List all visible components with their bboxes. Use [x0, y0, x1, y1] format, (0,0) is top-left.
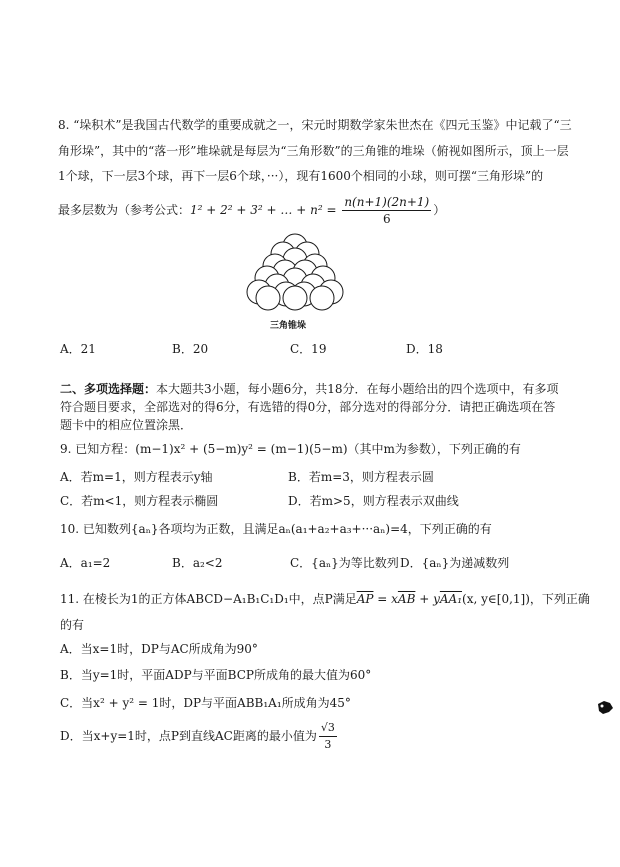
q11-option-c: C．当x² + y² = 1时，DP与平面ABB₁A₁所成角为45°	[60, 696, 351, 710]
q8-formula-fraction	[342, 194, 431, 227]
section2-line1-text: 本大题共3小题，每小题6分，共18分．在每小题给出的四个选项中，有多项	[156, 382, 559, 396]
q11-vector-ap: $\overline{AP}$	[356, 592, 374, 606]
q11-option-d-prefix: D．当x+y=1时，点P到直线AC距离的最小值为	[60, 729, 317, 743]
q10-option-c: C．{aₙ}为等比数列	[290, 556, 399, 570]
scan-mark-icon	[596, 700, 614, 716]
q11-eq2: + y	[415, 592, 440, 606]
q11-eq1: = x	[373, 592, 398, 606]
q8-formula-numerator: n(n+1)(2n+1)	[344, 195, 430, 209]
q11-stem	[60, 586, 590, 612]
q8-option-b: B．20	[172, 342, 209, 356]
pile-ball	[310, 286, 334, 310]
section2-line3: 题卡中的相应位置涂黑．	[60, 418, 193, 432]
q9-stem: 9. 已知方程：(m−1)x² + (5−m)y² = (m−1)(5−m)（其中m为参数），下列正确的有	[60, 442, 521, 456]
figure-caption: 三角锥垛	[270, 321, 307, 331]
q9-option-c: C．若m<1，则方程表示椭圆	[60, 494, 219, 508]
q8-formula-left: 1² + 2² + 3² + … + n² =	[190, 203, 341, 217]
q8-line4-suffix: ）	[433, 203, 446, 217]
section2-line2: 符合题目要求，全部选对的得6分，有选错的得0分，部分选对的得部分分．请把正确选项在答	[60, 400, 556, 414]
q8-line3: 1个球，下一层3个球，再下一层6个球，···），现有1600个相同的小球，则可摆“三角形垛”的	[58, 169, 544, 183]
q10-option-d: D．{aₙ}为递减数列	[400, 556, 510, 570]
q11-vector-aa1: AA₁	[439, 592, 463, 606]
q11-option-d-denominator: 3	[324, 738, 332, 751]
q8-line4	[58, 193, 558, 227]
q8-option-a: A．21	[60, 342, 96, 356]
q9-option-a: A．若m=1，则方程表示y轴	[60, 470, 213, 484]
q8-line1: 8. “垛积术”是我国古代数学的重要成就之一，宋元时期数学家朱世杰在《四元玉鉴》中记载了“三	[58, 118, 572, 132]
q10-stem: 10. 已知数列{aₙ}各项均为正数，且满足aₙ(a₁+a₂+a₃+···aₙ)=4，下列正确的有	[60, 522, 492, 536]
pile-ball	[256, 286, 280, 310]
q11-stem-a: 11. 在棱长为1的正方体ABCD−A₁B₁C₁D₁中，点P满足	[60, 592, 357, 606]
q9-option-d: D．若m>5，则方程表示双曲线	[288, 494, 459, 508]
q9-option-b: B．若m=3，则方程表示圆	[288, 470, 434, 484]
q11-option-b: B．当y=1时，平面ADP与平面BCP所成角的最大值为60°	[60, 668, 372, 682]
q10-option-a: A．a₁=2	[60, 556, 111, 570]
q8-line2: 角形垛”，其中的“落一形”堆垛就是每层为“三角形数”的三角锥的堆垛（俯视如图所示，顶上一层	[58, 144, 569, 158]
q10-option-b: B．a₂<2	[172, 556, 223, 570]
q11-option-d-fraction	[319, 720, 337, 753]
q11-option-a: A．当x=1时，DP与AC所成角为90°	[60, 642, 258, 656]
pile-ball	[283, 286, 307, 310]
q11-vector-ab: $\overline{AB}$	[397, 592, 416, 606]
q8-line4-prefix: 最多层数为（参考公式：	[58, 203, 191, 217]
section2-heading: 二、多项选择题：	[60, 382, 157, 396]
q11-option-d-numerator: √3	[319, 720, 337, 737]
q8-formula-denominator: 6	[382, 212, 391, 226]
q8-option-d: D．18	[406, 342, 443, 356]
q11-stem-c: 的有	[60, 618, 85, 632]
q11-option-d	[60, 720, 339, 753]
triangular-pile-figure	[240, 230, 350, 320]
q11-stem-b: (x, y∈[0,1])，下列正确	[462, 592, 590, 606]
q8-option-c: C．19	[290, 342, 327, 356]
